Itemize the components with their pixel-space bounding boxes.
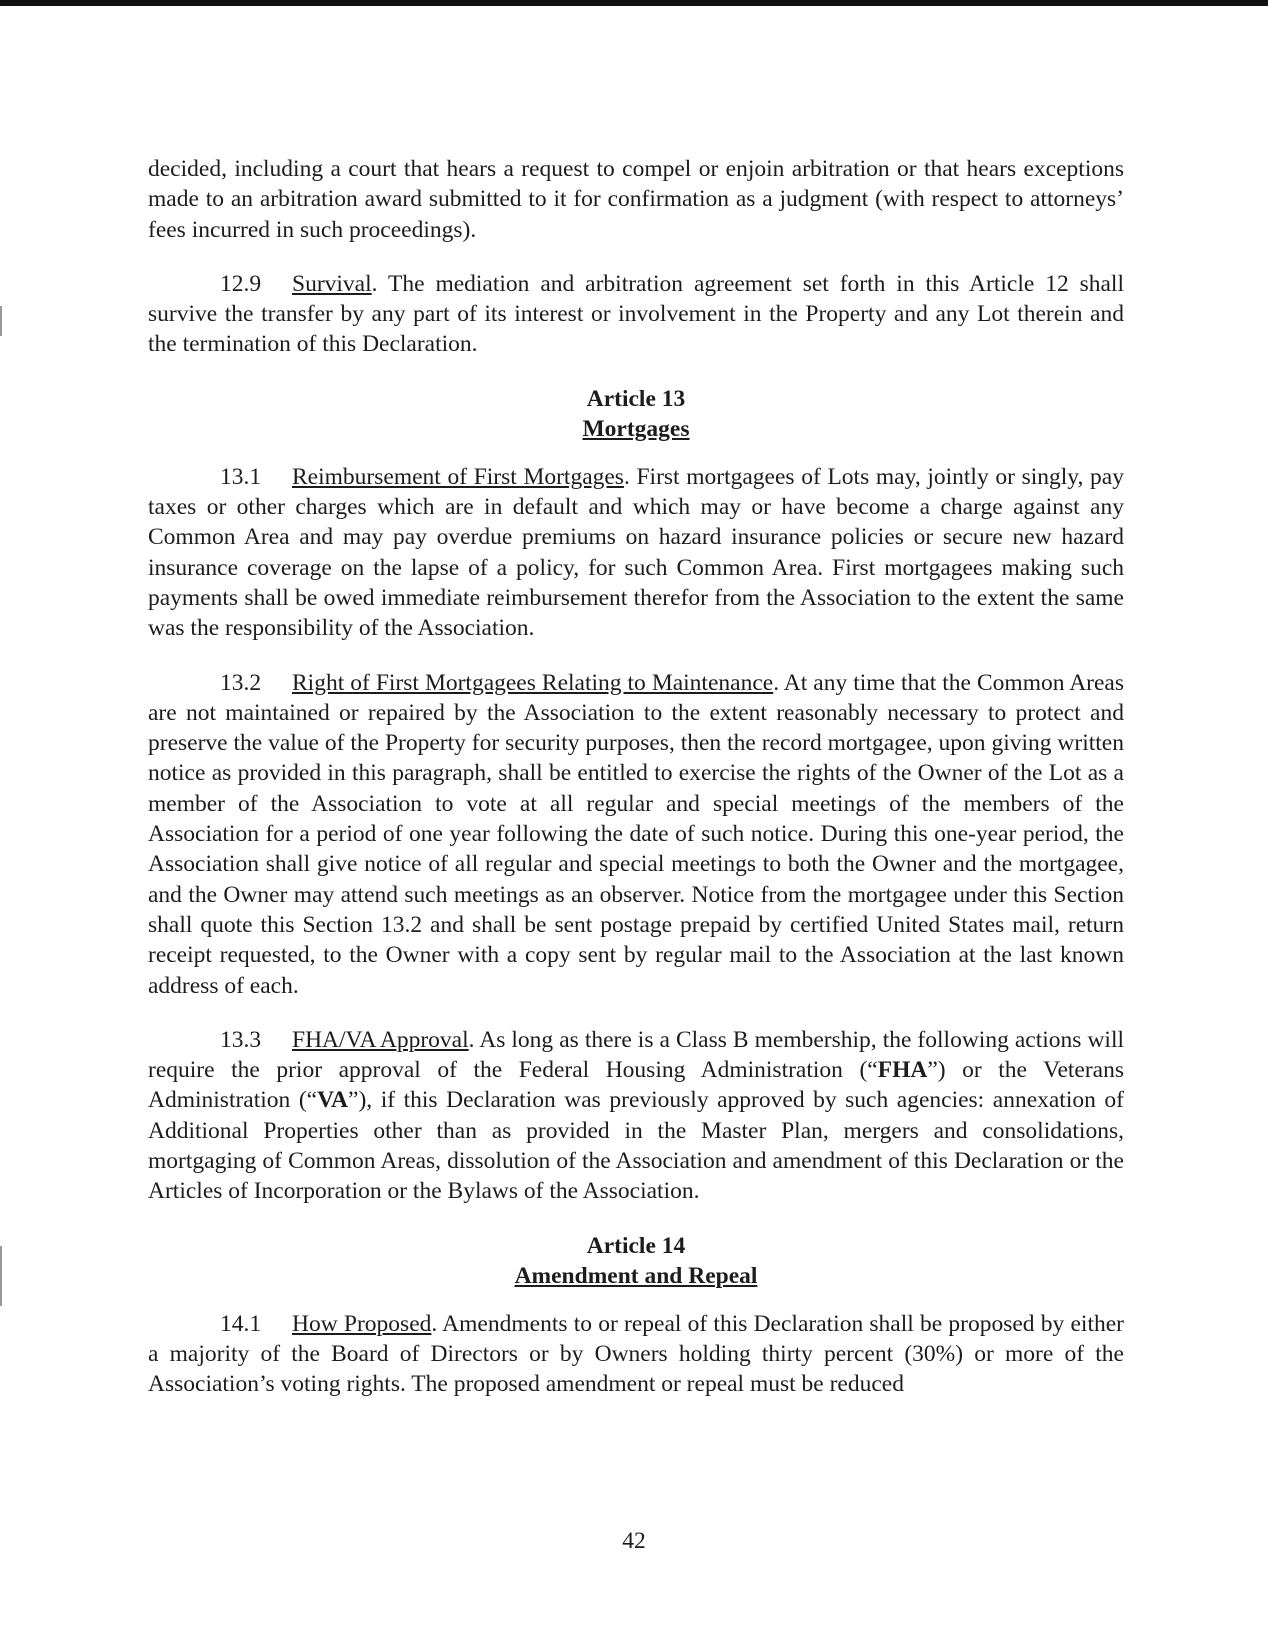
scan-edge-mark bbox=[0, 306, 2, 336]
section-number: 14.1 bbox=[220, 1310, 262, 1337]
section-text: The mediation and arbitration agreement set forth in this Article 12 shall survive the transfer by any part of its interest or involvement in the Property and any Lot therein and the termination of this Declaration. bbox=[148, 270, 1124, 358]
article-title: Amendment and Repeal bbox=[514, 1262, 758, 1289]
section-number: 12.9 bbox=[220, 270, 262, 297]
section-text: First mortgagees of Lots may, jointly or singly, pay taxes or other charges which are in default and which may or have become a charge against any Common Area and may pay overdue premiums on hazard insurance policies or secure new hazard insurance coverage on the lapse of a policy, for such Common Area. First mortgagees making such payments shall be owed immediate reimbursement therefor from the Association to the extent the same was the responsibility of the Association. bbox=[148, 463, 1124, 642]
section-title: Right of First Mortgagees Relating to Maintenance bbox=[292, 669, 774, 696]
defined-term: FHA bbox=[877, 1057, 928, 1084]
article-13-heading bbox=[148, 384, 1124, 444]
page-number: 42 bbox=[622, 1528, 646, 1554]
article-label: Article 14 bbox=[586, 1232, 686, 1259]
section-title: Reimbursement of First Mortgages bbox=[292, 463, 624, 490]
article-14-heading bbox=[148, 1231, 1124, 1291]
section-text: At any time that the Common Areas are not maintained or repaired by the Association to the extent reasonably necessary to protect and preserve the value of the Property for security purposes, then the record mortgagee, upon giving written notice as provided in this paragraph, shall be entitled to exercise the rights of the Owner of the Lot as a member of the Association to vote at all regular and special meetings of the members of the Association for a period of one year following the date of such notice. During this one-year period, the Association shall give notice of all regular and special meetings to both the Owner and the mortgagee, and the Owner may attend such meetings as an observer. Notice from the mortgagee under this Section shall quote this Section 13.2 and shall be sent postage prepaid by certified United States mail, return receipt requested, to the Owner with a copy sent by regular mail to the Association at the last known address of each. bbox=[148, 669, 1124, 999]
section-number: 13.2 bbox=[220, 669, 262, 696]
section-title: Survival bbox=[292, 270, 372, 297]
document-body bbox=[148, 154, 1124, 1400]
section-text: Amendments to or repeal of this Declaration shall be proposed by either a majority of the Board of Directors or by Owners holding thirty percent (30%) or more of the Association’s voting rights. The proposed amendment or repeal must be reduced bbox=[148, 1310, 1124, 1398]
section-13-1: 13.1 Reimbursement of First Mortgages. First mortgagees of Lots may, jointly or singly, pay taxes or other charges which are in default and which may or have become a charge against any Common Area and may pay overdue premiums on hazard insurance policies or secure new hazard insurance coverage on the lapse of a policy, for such Common Area. First mortgagees making such payments shall be owed immediate reimbursement therefor from the Association to the extent the same was the responsibility of the Association. bbox=[148, 463, 1124, 642]
section-number: 13.1 bbox=[220, 463, 262, 490]
section-13-2: 13.2 Right of First Mortgagees Relating to Maintenance. At any time that the Common Areas are not maintained or repaired by the Association to the extent reasonably necessary to protect and preserve the value of the Property for security purposes, then the record mortgagee, upon giving written notice as provided in this paragraph, shall be entitled to exercise the rights of the Owner of the Lot as a member of the Association to vote at all regular and special meetings of the members of the Association for a period of one year following the date of such notice. During this one-year period, the Association shall give notice of all regular and special meetings to both the Owner and the mortgagee, and the Owner may attend such meetings as an observer. Notice from the mortgagee under this Section shall quote this Section 13.2 and shall be sent postage prepaid by certified United States mail, return receipt requested, to the Owner with a copy sent by regular mail to the Association at the last known address of each. bbox=[148, 669, 1124, 999]
section-14-1: 14.1 How Proposed. Amendments to or repeal of this Declaration shall be proposed by either a majority of the Board of Directors or by Owners holding thirty percent (30%) or more of the Association’s voting rights. The proposed amendment or repeal must be reduced bbox=[148, 1310, 1124, 1398]
paragraph-continuation: decided, including a court that hears a request to compel or enjoin arbitration or that hears exceptions made to an arbitration award submitted to it for confirmation as a judgment (with respect to attorneys’ fees incurred in such proceedings). bbox=[148, 156, 1124, 243]
article-label: Article 13 bbox=[586, 385, 686, 412]
section-title: FHA/VA Approval bbox=[292, 1026, 469, 1053]
section-title: How Proposed bbox=[292, 1310, 432, 1337]
defined-term: VA bbox=[317, 1087, 349, 1114]
section-13-3: 13.3 FHA/VA Approval. As long as there is a Class B membership, the following actions will require the prior approval of the Federal Housing Administration (“FHA”) or the Veterans Administration (“VA”), if this Declaration was previously approved by such agencies: annexation of Additional Properties other than as provided in the Master Plan, mergers and consolidations, mortgaging of Common Areas, dissolution of the Association and amendment of this Declaration or the Articles of Incorporation or the Bylaws of the Association. bbox=[148, 1026, 1124, 1205]
section-12-9: 12.9 Survival. The mediation and arbitration agreement set forth in this Article 12 shall survive the transfer by any part of its interest or involvement in the Property and any Lot therein and the termination of this Declaration. bbox=[148, 270, 1124, 358]
article-title: Mortgages bbox=[582, 415, 690, 442]
section-number: 13.3 bbox=[220, 1026, 262, 1053]
scan-edge-mark bbox=[0, 1246, 2, 1306]
